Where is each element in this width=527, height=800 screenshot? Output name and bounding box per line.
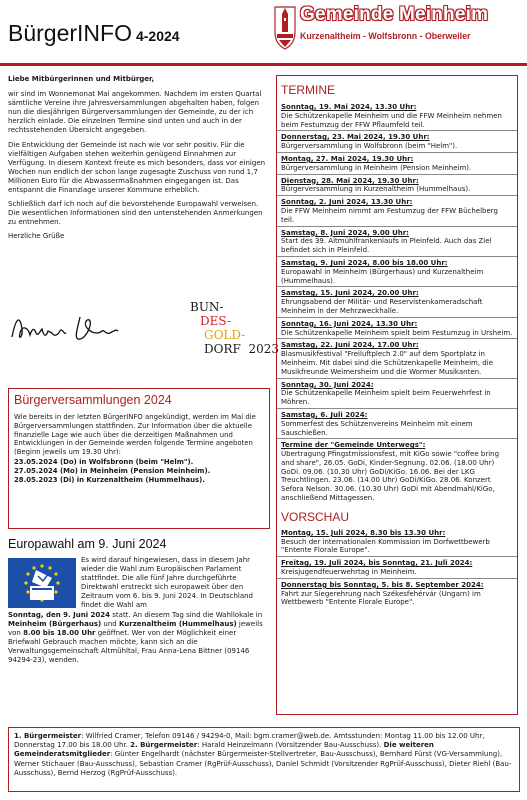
section-text: Wie bereits in der letzten BürgerINFO angekündigt, werden im Mai die Bürgerversammlungen stattfinden. Zur Information über die aktuelle finanzielle Lage wie auch über die derzeitigen Maßnahmen und Entwicklungen in der Gemeinde werden folgende Termine angeboten (Beginn jeweils um 19.30 Uhr): (14, 413, 256, 457)
event-item (277, 320, 517, 340)
event-text: Die Schützenkapelle Meinheim spielt beim Festumzug in Ursheim. (281, 328, 513, 337)
termine-heading: TERMINE (281, 83, 335, 97)
event-text: Kreisjugendfeuerwehrtag in Meinheim. (281, 568, 417, 577)
header-rule (0, 63, 527, 66)
event-item (277, 341, 517, 378)
buergerversammlungen-box (8, 388, 270, 529)
event-text: Die Schützenkapelle Meinheim und die FFW Meinheim nehmen beim Festumzug der FFW Pflaumfeld teil. (281, 111, 502, 129)
event-text: Bürgerversammlung in Kurzenaltheim (Hummelhaus). (281, 185, 471, 194)
vorschau-heading: VORSCHAU (281, 509, 350, 524)
event-text: Fahrt zur Siegerehrung nach Székesfehérvár (Ungarn) im Wettbewerb "Entente Florale Europe". (281, 589, 481, 607)
mayor-letter (8, 75, 270, 247)
event-text: Start des 39. Altmühlfrankenlaufs in Pleinfeld. Auch das Ziel befindet sich in Pleinfeld. (281, 237, 492, 255)
municipal-crest-icon (274, 4, 296, 50)
assembly-dates: 23.05.2024 (Do) in Wolfsbronn (beim "Helm"). 27.05.2024 (Mo) in Meinheim (Pension Meinheim). 28.05.2023 (Di) in Kurzenaltheim (Hummelhaus). (14, 457, 211, 484)
event-item (277, 177, 517, 197)
letter-paragraph: Schließlich darf ich noch auf die bevorstehende Europawahl verweisen. Die wesentlichen Informationen sind den untenstehenden Anmerkungen zu entnehmen. (8, 200, 263, 227)
event-item (277, 289, 517, 317)
event-date: Samstag, 8. Juni 2024, 9.00 Uhr: (281, 228, 409, 237)
event-date: Dienstag, 28. Mai 2024, 19.30 Uhr: (281, 176, 419, 185)
europawahl-details: Sonntag, den 9. Juni 2024 statt. An diesem Tag sind die Wahllokale in Meinheim (Bürgerhaus) und Kurzenaltheim (Hummelhaus) jeweils von 8.00 bis 18.00 Uhr geöffnet. Wer von der Möglichkeit einer Briefwahl Gebrauch machen möchte, kann sich an die Verwaltungsgemeinschaft Altmühltal, Frau Anna-Lena Bittner (09146 94294-23), wenden. (8, 610, 263, 665)
page-header (0, 0, 527, 64)
event-item (277, 259, 517, 287)
event-item (277, 559, 517, 579)
event-text: Europawahl in Meinheim (Bürgerhaus) und Kurzenaltheim (Hummelhaus). (281, 267, 484, 285)
event-date: Sonntag, 30. Juni 2024: (281, 380, 374, 389)
event-text: Übertragung Pfingstmissionsfest, mit KiGo sowie "coffee bring and share", 26.05. GoDi, Kinder-Segnung. 02.06. (18.00 Uhr) GoDi. 09.06. (10.30 Uhr) GoDi/KiGo. 16.06. Bei der LKG Treuchtlingen. 23.06. (14.00 Uhr) GoDi/KiGo. 28.06. Konzert Sefora Nelson. 30.06. (10.30 Uhr) GoDi mit Abendmahl/KiGo, anschließend Mittagessen. (281, 450, 500, 503)
event-item (277, 198, 517, 226)
event-text: Besuch der internationalen Kommission im Dorfwettbewerb "Entente Florale Europe". (281, 537, 490, 555)
letter-greeting: Liebe Mitbürgerinnen und Mitbürger, (8, 75, 155, 83)
event-text: Ehrungsabend der Militär- und Reservistenkameradschaft Meinheim in der Mehrzweckhalle. (281, 298, 483, 315)
event-date: Sonntag, 19. Mai 2024, 13.30 Uhr: (281, 103, 417, 111)
event-item (277, 155, 517, 175)
letter-closing: Herzliche Grüße (8, 232, 65, 241)
event-date: Montag, 27. Mai 2024, 19.30 Uhr: (281, 154, 414, 163)
event-date: Sonntag, 2. Juni 2024, 13.30 Uhr: (281, 198, 413, 207)
org-subtitle: Kurzenaltheim - Wolfsbronn - Oberweiler (300, 31, 471, 41)
europawahl-text: Es wird darauf hingewiesen, dass in diesem Jahr wieder die Wahl zum Europäischen Parlament stattfindet. Die alle fünf Jahre durchgeführte Direktwahl erstreckt sich europaweit über den Zeitraum vom 6. bis 9. Juni 2024. In Deutschland findet die Wahl am (81, 556, 253, 610)
signature-image (8, 307, 158, 347)
letter-paragraph: Die Entwicklung der Gemeinde ist nach wie vor sehr positiv. Für die vielfältigen Aufgaben stehen weiterhin genügend Einnahmen zur Verfügung. In diesem Kontext freute es mich besonders, dass vor einigen Wochen nun endlich der schon lange zugesagte Zuschuss von rund 1,7 Millionen Euro für die Abwassermaßnahmen eingegangen ist. Das entspannt die Finanzlage unserer Kommune erheblich. (8, 140, 266, 195)
letter-paragraph: wir sind im Wonnemonat Mai angekommen. Nachdem im ersten Quartal sämtliche Vereine ihre Jahresversammlungen abgehalten haben, folgen nun die diesjährigen Bürgerversammlungen der Gemeinde, zu der ich herzlich einlade. Die einzelnen Termine sind unten und auch in der rechtsstehenden Übersicht angegeben. (8, 90, 262, 135)
event-text: Bürgerversammlung in Wolfsbronn (beim "Helm"). (281, 142, 458, 151)
event-item (277, 441, 517, 504)
org-name: Gemeinde Meinheim (300, 4, 489, 25)
event-item (277, 581, 517, 608)
event-date: Samstag, 22. Juni 2024, 17.00 Uhr: (281, 341, 419, 350)
event-date: Samstag, 9. Juni 2024, 8.00 bis 18.00 Uhr: (281, 258, 448, 267)
bundesgolddorf-logo: BUN- DES- GOLD- DORF 2023 (190, 300, 280, 356)
event-item (277, 229, 517, 257)
event-date: Sonntag, 16. Juni 2024, 13.30 Uhr: (281, 319, 418, 328)
event-item (277, 529, 517, 557)
event-date: Samstag, 6. Juli 2024: (281, 410, 368, 419)
council-footer: 1. Bürgermeister: Wilfried Cramer, Telefon 09146 / 94294-0, Mail: bgm.cramer@web.de. Amtsstunden: Montag 11.00 bis 12.00 Uhr, Donnerstag 17.00 bis 18.00 Uhr. 2. Bürgermeister: Harald Heinzelmann (Vorsitzender Bau-Ausschuss). Die weiteren Gemeinderatsmitglieder: Günter Engelhardt (nächster Bürgermeister-Stellvertreter, Bau-Ausschuss), Bernhard Fürst (VG-Versammlung), Werner Stichauer (Bau-Ausschuss), Sebastian Cramer (RgPrüf-Ausschuss), Daniel Schmidt (Vorsitzender RgPrüf-Ausschuss), Dieter Riehl (Bau-Ausschuss), Bernd Herzog (RgPrüf-Ausschuss). (8, 727, 520, 792)
eu-ballot-icon (8, 558, 76, 608)
section-title: Europawahl am 9. Juni 2024 (8, 537, 167, 551)
europawahl-section (8, 537, 270, 665)
event-item (277, 133, 517, 153)
section-title: Bürgerversammlungen 2024 (14, 393, 172, 407)
event-date: Termine der "Gemeinde Unterwegs": (281, 441, 426, 450)
event-item (277, 381, 517, 409)
event-item (277, 103, 517, 131)
events-box (276, 75, 518, 715)
vorschau-list (277, 529, 517, 608)
event-item (277, 411, 517, 439)
event-text: Blasmusikfestival "Freiluftplech 2.0" auf dem Sportplatz in Meinheim. Mit dabei sind die Schützenkapelle Meinheim, die Musikfreunde Weimersheim und die Wormer Musikanten. (281, 350, 494, 376)
event-date: Montag, 15. Juli 2024, 8.30 bis 13.30 Uhr: (281, 528, 446, 537)
event-text: Sommerfest des Schützenvereins Meinheim mit einem Sauschießen. (281, 419, 473, 437)
newsletter-title: BürgerINFO 4-2024 (8, 20, 180, 46)
termine-list (277, 103, 517, 504)
event-date: Samstag, 15. Juni 2024, 20.00 Uhr: (281, 289, 419, 298)
event-date: Freitag, 19. Juli 2024, bis Sonntag, 21. Juli 2024: (281, 559, 473, 568)
event-text: Die Schützenkapelle Meinheim spielt beim Feuerwehrfest in Möhren. (281, 389, 491, 407)
event-text: Die FFW Meinheim nimmt am Festumzug der FFW Büchelberg teil. (281, 206, 498, 224)
event-text: Bürgerversammlung in Meinheim (Pension Meinheim). (281, 163, 472, 172)
issue-number: 4-2024 (135, 28, 180, 44)
event-date: Donnerstag, 23. Mai 2024, 19.30 Uhr: (281, 133, 430, 142)
event-date: Donnerstag bis Sonntag, 5. bis 8. September 2024: (281, 580, 484, 589)
